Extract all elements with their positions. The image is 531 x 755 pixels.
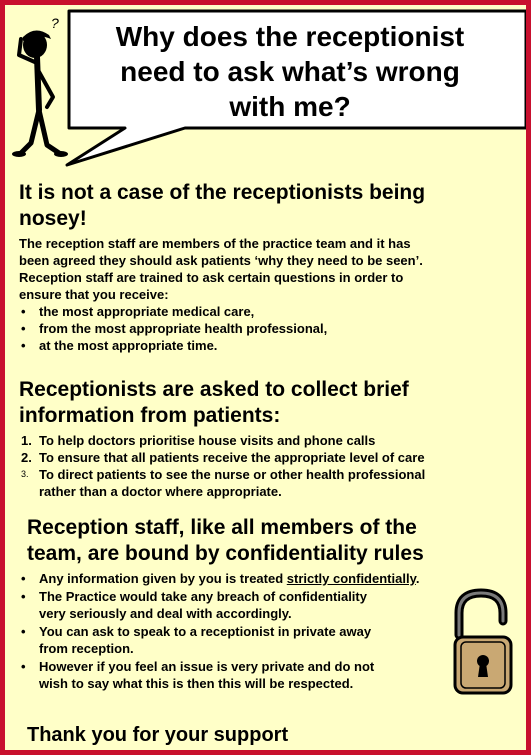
para-line: The reception staff are members of the practice team and it has: [19, 236, 411, 251]
list-item: [19, 337, 524, 354]
bullet-marker: •: [21, 624, 26, 639]
section-not-nosey: [19, 180, 524, 354]
heading-line: information from patients:: [19, 404, 281, 427]
section-heading: [19, 377, 524, 429]
list-item-line: You can ask to speak to a receptionist in private away: [39, 624, 372, 639]
reasons-numbered-list: [19, 432, 524, 500]
list-item-line: rather than a doctor where appropriate.: [39, 484, 282, 499]
list-item-line: To direct patients to see the nurse or other health professional: [39, 467, 426, 482]
heading-line: nosey!: [19, 207, 87, 230]
list-item: [19, 623, 524, 657]
list-item-text: To help doctors prioritise house visits and phone calls: [39, 433, 376, 448]
number-marker: 1.: [21, 433, 32, 448]
bullet-marker: •: [21, 304, 26, 319]
list-item-line: from reception.: [39, 641, 134, 656]
para-line: been agreed they should ask patients ‘why they need to be seen’.: [19, 253, 423, 268]
list-item: [19, 466, 524, 500]
bullet-marker: •: [21, 338, 26, 353]
heading-line: Receptionists are asked to collect brief: [19, 378, 409, 401]
bullet-marker: •: [21, 571, 26, 586]
list-item-text: Any information given by you is treated: [39, 571, 287, 586]
care-bullet-list: [19, 303, 524, 354]
section-collect-information: [19, 377, 524, 500]
heading-line: Reception staff, like all members of the: [27, 516, 417, 539]
list-item-text: the most appropriate medical care,: [39, 304, 255, 319]
list-item-line: The Practice would take any breach of confidentiality: [39, 589, 367, 604]
list-item: [19, 303, 524, 320]
bubble-line: Why does the receptionist: [115, 21, 465, 52]
bullet-marker: •: [21, 589, 26, 604]
list-item: [19, 320, 524, 337]
section-confidentiality: [19, 515, 524, 693]
list-item: [19, 449, 524, 466]
list-item-text: .: [415, 571, 420, 586]
number-marker: 2.: [21, 450, 32, 465]
list-item-line: wish to say what this is then this will be respected.: [39, 676, 354, 691]
bubble-question: [75, 19, 505, 124]
bullet-marker: •: [21, 659, 26, 674]
para-line: ensure that you receive:: [19, 287, 169, 302]
thinking-stick-figure-icon: [7, 15, 77, 165]
list-item-line: However if you feel an issue is very private and do not: [39, 659, 375, 674]
list-item-text: To ensure that all patients receive the appropriate level of care: [39, 450, 425, 465]
open-padlock-icon: [451, 587, 515, 699]
heading-line: team, are bound by confidentiality rules: [27, 542, 424, 565]
underlined-text: strictly confidentially: [286, 571, 416, 586]
section-heading: [19, 180, 524, 232]
question-mark: ?: [51, 15, 59, 31]
heading-line: It is not a case of the receptionists being: [19, 181, 426, 204]
list-item-line: very seriously and deal with accordingly.: [39, 606, 292, 621]
list-item: [19, 432, 524, 449]
bullet-marker: •: [21, 321, 26, 336]
bubble-line: with me?: [229, 91, 351, 122]
confidentiality-bullet-list: [19, 570, 524, 692]
section-heading: [19, 515, 524, 567]
intro-paragraph: [19, 235, 524, 303]
list-item-text: from the most appropriate health professional,: [39, 321, 328, 336]
list-item: [19, 570, 524, 587]
list-item-text: at the most appropriate time.: [39, 338, 218, 353]
bubble-line: need to ask what’s wrong: [120, 56, 460, 87]
list-item: [19, 588, 524, 622]
number-marker: 3.: [21, 469, 29, 479]
list-item: [19, 658, 524, 692]
para-line: Reception staff are trained to ask certain questions in order to: [19, 270, 404, 285]
thank-you-footer: Thank you for your support: [27, 724, 289, 746]
